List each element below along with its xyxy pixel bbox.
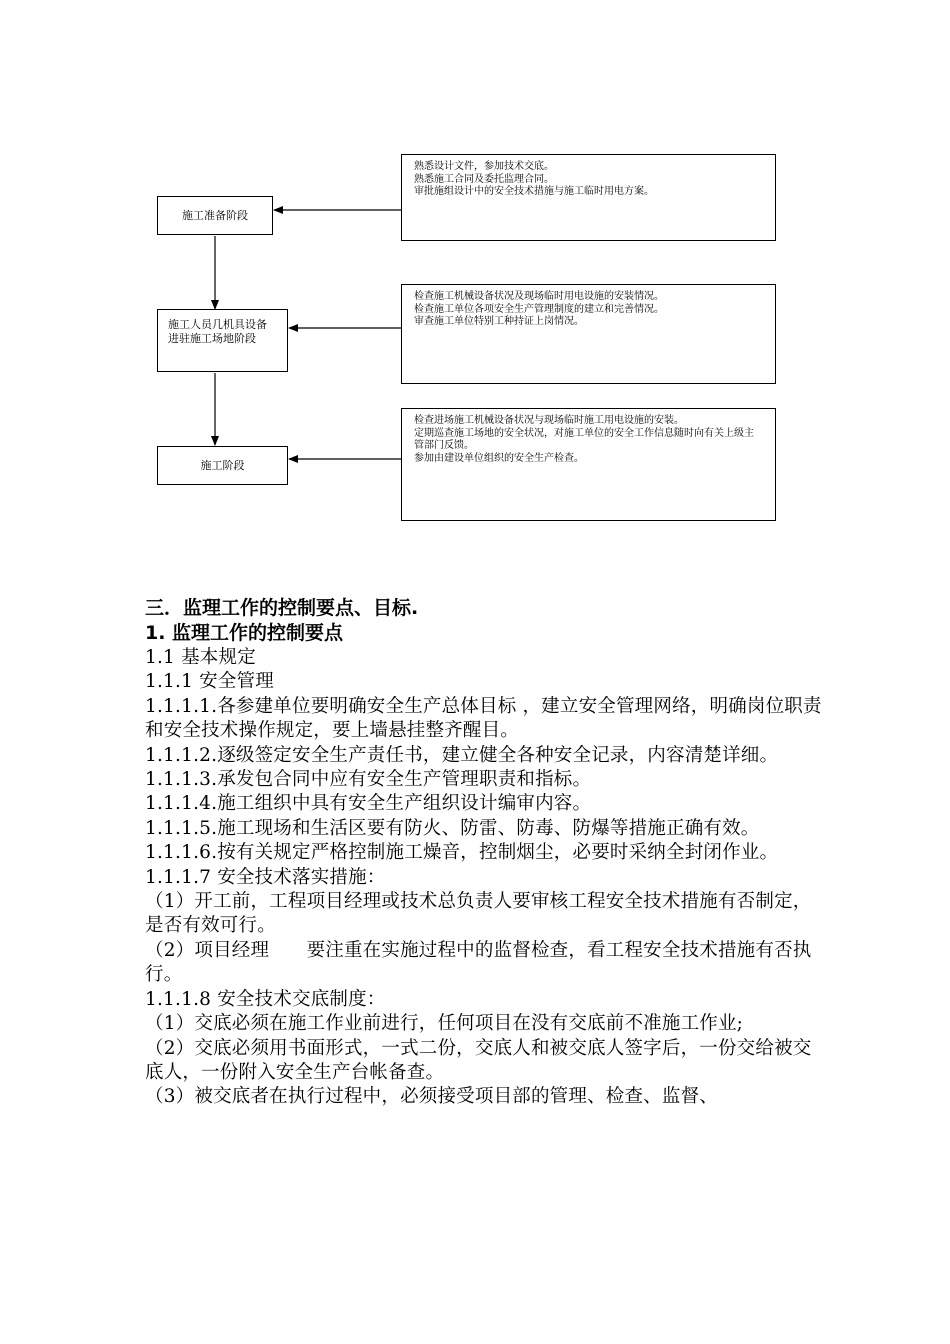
paragraph: 1.1.1.3.承发包合同中应有安全生产管理职责和指标。 <box>145 769 592 791</box>
paragraph: 1.1 基本规定 <box>145 647 256 668</box>
stage-label: 施工准备阶段 <box>182 208 248 222</box>
paragraph: 1.1.1.7 安全技术落实措施： <box>145 866 386 888</box>
description-line: 熟悉施工合同及委托监理合同。 <box>414 173 554 185</box>
paragraph: 1.1.1.1.各参建单位要明确安全生产总体目标 ，建立安全管理网络，明确岗位职责和安全技术操作规定，要上墙悬挂整齐醒目。 <box>145 695 822 742</box>
subsection-heading: 1. 监理工作的控制要点 <box>145 622 344 644</box>
stage-label: 施工人员几机具设备进驻施工场地阶段 <box>168 318 267 345</box>
paragraph: （1）交底必须在施工作业前进行，任何项目在没有交底前不准施工作业; <box>145 1013 744 1035</box>
paragraph: 1.1.1.5.施工现场和生活区要有防火、防雷、防毒、防爆等措施正确有效。 <box>145 817 760 839</box>
description-line: 检查施工单位各项安全生产管理制度的建立和完善情况。 <box>414 303 664 315</box>
description-line: 检查进场施工机械设备状况与现场临时施工用电设施的安装。 <box>414 415 684 426</box>
description-line: 审批施组设计中的安全技术措施与施工临时用电方案。 <box>414 186 654 197</box>
paragraph: 1.1.1.6.按有关规定严格控制施工燥音，控制烟尘，必要时采纳全封闭作业。 <box>145 842 779 864</box>
paragraph: （2）交底必须用书面形式，一式二份，交底人和被交底人签字后，一份交给被交底人，一份附入安全生产台帐备查。 <box>145 1037 812 1083</box>
description-line: 定期巡查施工场地的安全状况，对施工单位的安全工作信息随时向有关上级主管部门反馈。 <box>414 427 754 451</box>
paragraph: 1.1.1.8 安全技术交底制度： <box>145 988 386 1010</box>
description-box-construction <box>401 408 776 521</box>
description-line: 熟悉设计文件，参加技术交底。 <box>414 161 554 172</box>
document-body <box>145 596 825 1110</box>
description-line: 检查施工机械设备状况及现场临时用电设施的安装情况。 <box>414 291 664 302</box>
paragraph: 1.1.1.2.逐级签定安全生产责任书，建立健全各种安全记录，内容清楚详细。 <box>145 744 779 766</box>
stage-box-preparation <box>157 196 273 235</box>
paragraph: 1.1.1.4.施工组织中具有安全生产组织设计编审内容。 <box>145 793 592 815</box>
description-line: 参加由建设单位组织的安全生产检查。 <box>414 452 584 464</box>
stage-box-entry <box>157 309 288 372</box>
section-heading: 三．监理工作的控制要点、目标. <box>145 597 419 619</box>
description-box-preparation <box>401 154 776 241</box>
paragraph: （2）项目经理 要注重在实施过程中的监督检查，看工程安全技术措施有否执行。 <box>145 939 812 986</box>
description-box-entry <box>401 284 776 384</box>
stage-label: 施工阶段 <box>200 458 245 472</box>
description-line: 审查施工单位特别工种持证上岗情况。 <box>414 316 584 327</box>
paragraph: 1.1.1 安全管理 <box>145 671 274 693</box>
paragraph: （1）开工前，工程项目经理或技术总负责人要审核工程安全技术措施有否制定，是否有效可行。 <box>145 891 812 937</box>
paragraph: （3）被交底者在执行过程中，必须接受项目部的管理、检查、监督、 <box>145 1086 718 1108</box>
stage-box-construction <box>157 446 288 485</box>
